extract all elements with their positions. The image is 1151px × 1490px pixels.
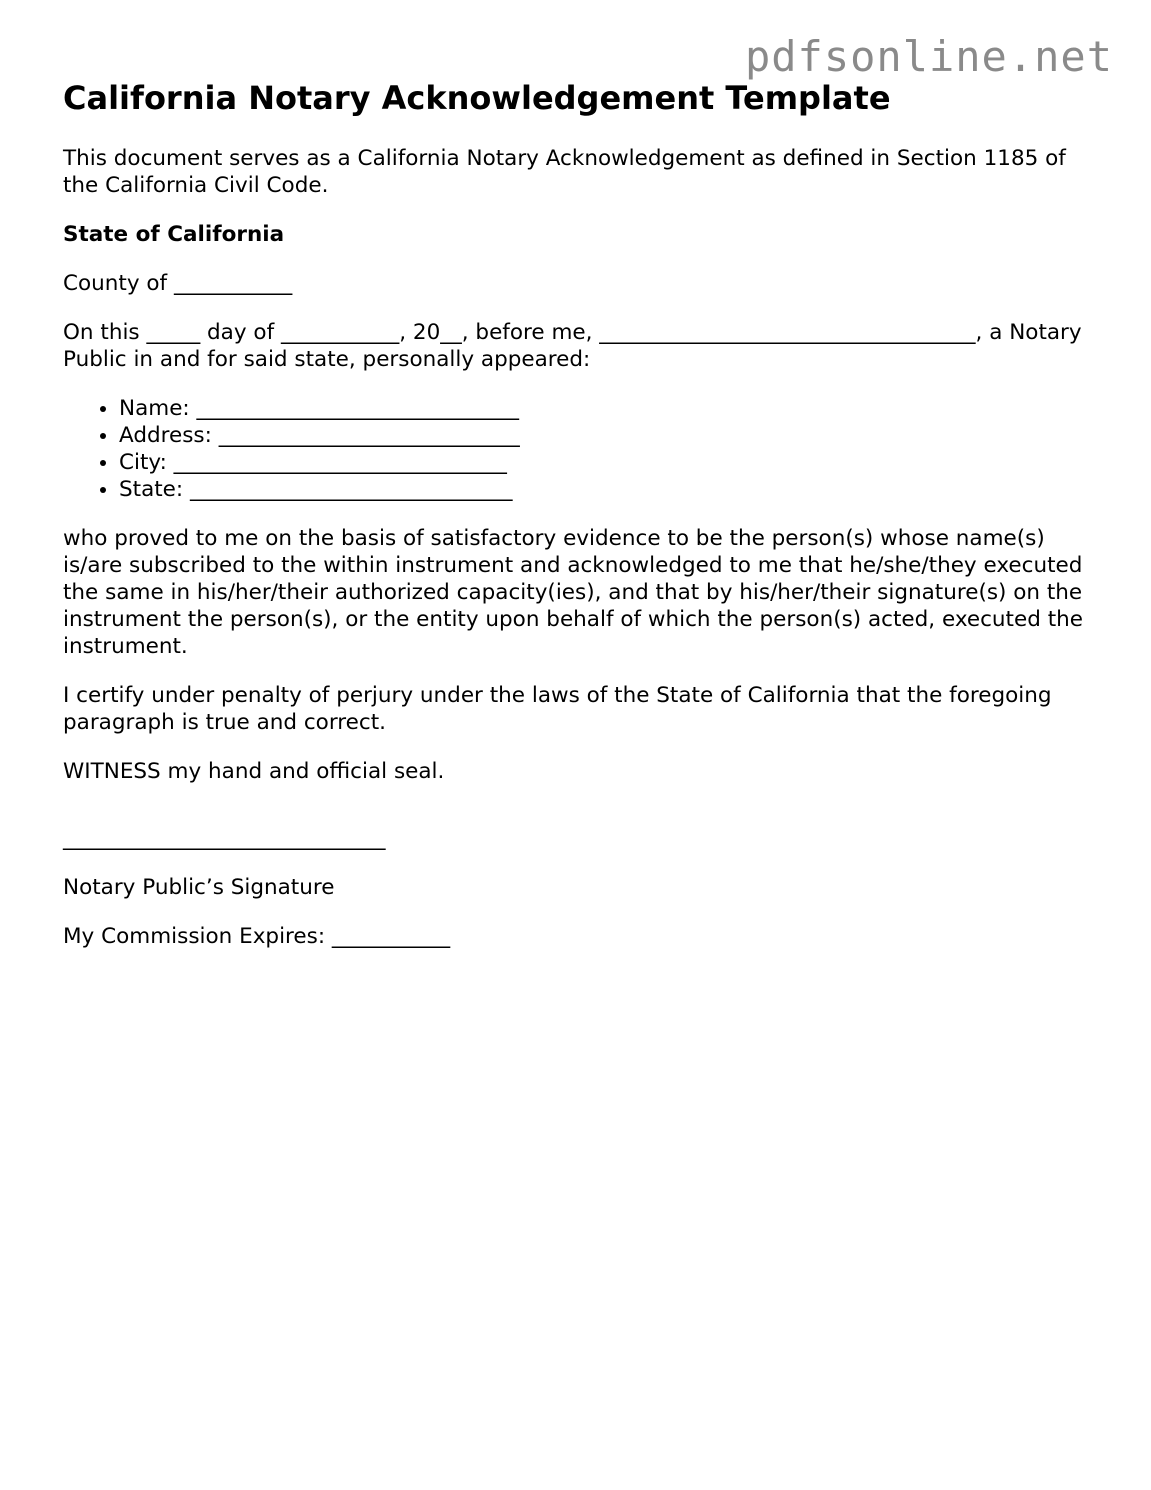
state-heading: State of California bbox=[63, 222, 285, 247]
appearance-paragraph: On this _____ day of ___________, 20__, before me, ___________________________________, a Notary Public in and for said state, personally appeared: bbox=[63, 320, 1082, 372]
signature-line: ______________________________ bbox=[63, 826, 386, 851]
intro-paragraph: This document serves as a California Notary Acknowledgement as defined in Section 1185 of the California Civil Code. bbox=[63, 146, 1066, 198]
certify-paragraph: I certify under penalty of perjury under the laws of the State of California that the foregoing paragraph is true and correct. bbox=[63, 683, 1052, 735]
page-title: California Notary Acknowledgement Template bbox=[63, 79, 891, 117]
signature-label: Notary Public’s Signature bbox=[63, 875, 335, 900]
witness-line: WITNESS my hand and official seal. bbox=[63, 759, 445, 784]
county-line: County of ___________ bbox=[63, 271, 293, 296]
field-city: • City: _______________________________ bbox=[119, 449, 1093, 476]
field-state: • State: ______________________________ bbox=[119, 476, 1093, 503]
watermark-text: pdfsonline.net bbox=[744, 32, 1113, 81]
document-page bbox=[63, 78, 1093, 972]
field-name: • Name: ______________________________ bbox=[119, 395, 1093, 422]
proof-paragraph: who proved to me on the basis of satisfactory evidence to be the person(s) whose name(s) is/are subscribed to the within instrument and acknowledged to me that he/she/they executed the same in his/her/their authorized capacity(ies), and that by his/her/their signature(s) on the instrument the person(s), or the entity upon behalf of which the person(s) acted, executed the instrument. bbox=[63, 526, 1083, 659]
field-address: • Address: ____________________________ bbox=[119, 422, 1093, 449]
appearer-fields-list bbox=[63, 395, 1093, 503]
commission-expires-line: My Commission Expires: ___________ bbox=[63, 924, 451, 949]
